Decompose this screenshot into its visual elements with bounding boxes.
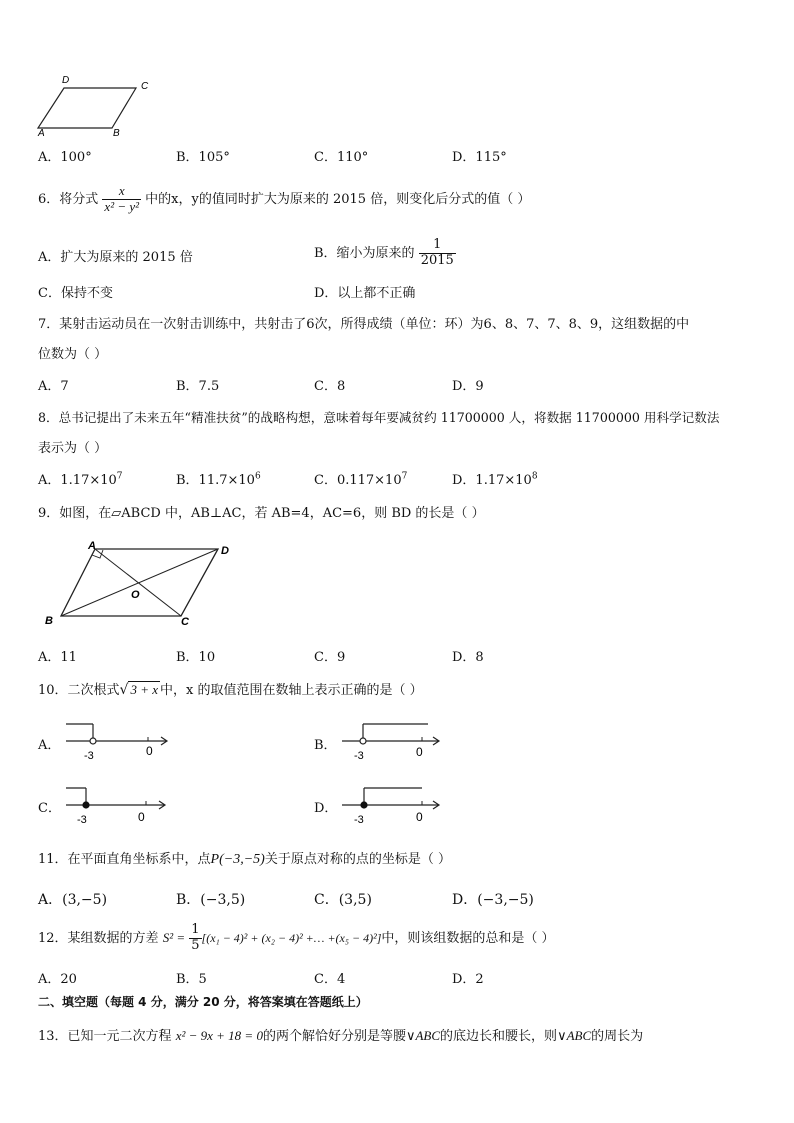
- q6-option-d: D．以上都不正确: [314, 286, 416, 301]
- q12-fraction: [189, 923, 201, 954]
- q12-frac-num: 1: [191, 922, 200, 938]
- q10-d-right-tick: 0: [416, 810, 423, 824]
- q9-label-B: B: [45, 615, 53, 627]
- q7-line-1: 7．某射击运动员在一次射击训练中，共射击了6次，所得成绩（单位：环）为6、8、7、7、8、9，这组数据的中: [38, 317, 690, 332]
- q12-expression: [(x₁ − 4)² + (x₂ − 4)² +… +(x₅ − 4)²]: [201, 931, 382, 945]
- q13-mid: 的两个解恰好分别是等腰: [262, 1029, 406, 1044]
- q6-question: [38, 180, 530, 220]
- q10-option-b-numberline: [336, 716, 451, 764]
- q11-question: [38, 848, 451, 868]
- q9-label-O: O: [131, 589, 140, 601]
- q8-option-a: A．$1.17\times 10^7$: [38, 471, 123, 488]
- q12-option-c: C．4: [314, 972, 346, 987]
- q5-label-B: B: [113, 128, 120, 138]
- q6-frac-den: x² − y²: [104, 199, 140, 214]
- q11-point: P(−3,−5): [210, 852, 265, 867]
- q8-line-2: 表示为（ ）: [38, 441, 108, 456]
- q5-option-d: D．115°: [452, 150, 507, 165]
- q5-label-A: A: [38, 128, 45, 138]
- q9-label-D: D: [221, 545, 229, 557]
- q12-question: [38, 918, 555, 959]
- q9-option-c: C．9: [314, 650, 346, 665]
- q6-frac-num: x: [118, 183, 125, 199]
- q10-option-c-numberline: [60, 780, 175, 828]
- q6-option-b-prefix: B．缩小为原来的: [314, 246, 415, 261]
- q12-suffix: 中，则该组数据的总和是（ ）: [381, 931, 555, 946]
- q9-option-d: D．8: [452, 650, 484, 665]
- q5-parallelogram-figure: [30, 72, 160, 138]
- q10-sqrt-icon: √: [119, 682, 129, 698]
- q12-lhs: S² =: [162, 930, 186, 945]
- q11-option-b: B．(−3,5): [176, 892, 246, 908]
- q11-suffix: 关于原点对称的点的坐标是（ ）: [264, 852, 451, 867]
- q9-label-A: A: [88, 540, 96, 552]
- q13-equation: x² − 9x + 18 = 0: [175, 1028, 263, 1043]
- q10-c-left-tick: -3: [77, 814, 87, 826]
- q6-fraction: [102, 184, 141, 215]
- q6-suffix: 中的x，y的值同时扩大为原来的 2015 倍，则变化后分式的值（ ）: [145, 192, 531, 207]
- q5-label-D: D: [62, 75, 70, 86]
- q9-label-C: C: [181, 616, 189, 628]
- q8-option-b: B．$11.7\times 10^6$: [176, 471, 261, 488]
- section-2-title: 二、填空题（每题 4 分，满分 20 分，将答案填在答题纸上）: [38, 995, 368, 1009]
- q7-option-d: D．9: [452, 379, 484, 394]
- q7-option-c: C．8: [314, 379, 346, 394]
- q11-option-c: C．(3,5): [314, 892, 372, 908]
- q11-prefix: 11．在平面直角坐标系中，点: [38, 852, 211, 867]
- q13-triangle-1: ∨ABC: [405, 1028, 441, 1043]
- q10-option-a-label: A．: [38, 738, 61, 753]
- q8-option-d: D．$1.17\times 10^8$: [452, 471, 538, 488]
- q10-radicand: 3 + x: [130, 682, 159, 697]
- q6-option-b: [314, 236, 456, 272]
- q8-line-1: 8．总书记提出了未来五年“精准扶贫”的战略构想，意味着每年要减贫约 11700000 人，将数据 11700000 用科学记数法: [38, 410, 720, 425]
- q6-prefix: 6．将分式: [38, 192, 99, 207]
- q6-option-b-num: 1: [433, 237, 442, 253]
- q6-option-c: C．保持不变: [38, 286, 113, 301]
- q6-option-b-den: 2015: [420, 253, 454, 268]
- q5-option-b: B．105°: [176, 150, 230, 165]
- q11-option-a: A．(3,−5): [38, 892, 108, 908]
- q12-option-b: B．5: [176, 972, 207, 987]
- q12-frac-den: 5: [191, 938, 200, 953]
- q12-option-a: A．20: [38, 972, 77, 987]
- q7-line-2: 位数为（ ）: [38, 347, 108, 362]
- q9-parallelogram-figure: [40, 538, 250, 630]
- q10-c-right-tick: 0: [138, 810, 145, 824]
- q7-option-b: B．7.5: [176, 379, 220, 394]
- q10-d-left-tick: -3: [354, 814, 364, 826]
- q7-option-a: A．7: [38, 379, 69, 394]
- q10-option-b-label: B．: [314, 738, 337, 753]
- q10-a-right-tick: 0: [146, 744, 153, 758]
- q5-option-c: C．110°: [314, 150, 369, 165]
- q13-prefix: 13．已知一元二次方程: [38, 1029, 172, 1044]
- q10-suffix: 中，x 的取值范围在数轴上表示正确的是（ ）: [160, 683, 423, 698]
- q13-mid-2: 的底边长和腰长，则: [440, 1029, 558, 1044]
- q6-option-a: A．扩大为原来的 2015 倍: [38, 250, 193, 265]
- q11-option-d: D．(−3,−5): [452, 892, 534, 908]
- q13-suffix: 的周长为: [591, 1029, 644, 1044]
- q10-option-a-numberline: [60, 716, 175, 764]
- q10-b-right-tick: 0: [416, 745, 423, 759]
- q10-a-left-tick: -3: [84, 750, 94, 762]
- q10-prefix: 10．二次根式: [38, 683, 120, 698]
- q9-question: 9．如图，在▱ABCD 中，AB⊥AC，若 AB=4，AC=6，则 BD 的长是（ ）: [38, 506, 485, 521]
- q9-option-a: A．11: [38, 650, 77, 665]
- q10-b-left-tick: -3: [354, 750, 364, 762]
- q12-option-d: D．2: [452, 972, 484, 987]
- q12-prefix: 12．某组数据的方差: [38, 931, 159, 946]
- q5-label-C: C: [141, 81, 149, 92]
- q8-option-c: C．$0.117\times 10^7$: [314, 471, 408, 488]
- q10-option-d-label: D．: [314, 801, 338, 816]
- q5-option-a: A．100°: [38, 150, 92, 165]
- q13-question: [38, 1025, 643, 1044]
- q13-triangle-2: ∨ABC: [557, 1028, 592, 1043]
- q6-option-b-fraction: [419, 238, 456, 269]
- q10-option-d-numberline: [336, 780, 451, 828]
- q9-option-b: B．10: [176, 650, 216, 665]
- q10-option-c-label: C．: [38, 801, 61, 816]
- q10-question: [38, 679, 423, 698]
